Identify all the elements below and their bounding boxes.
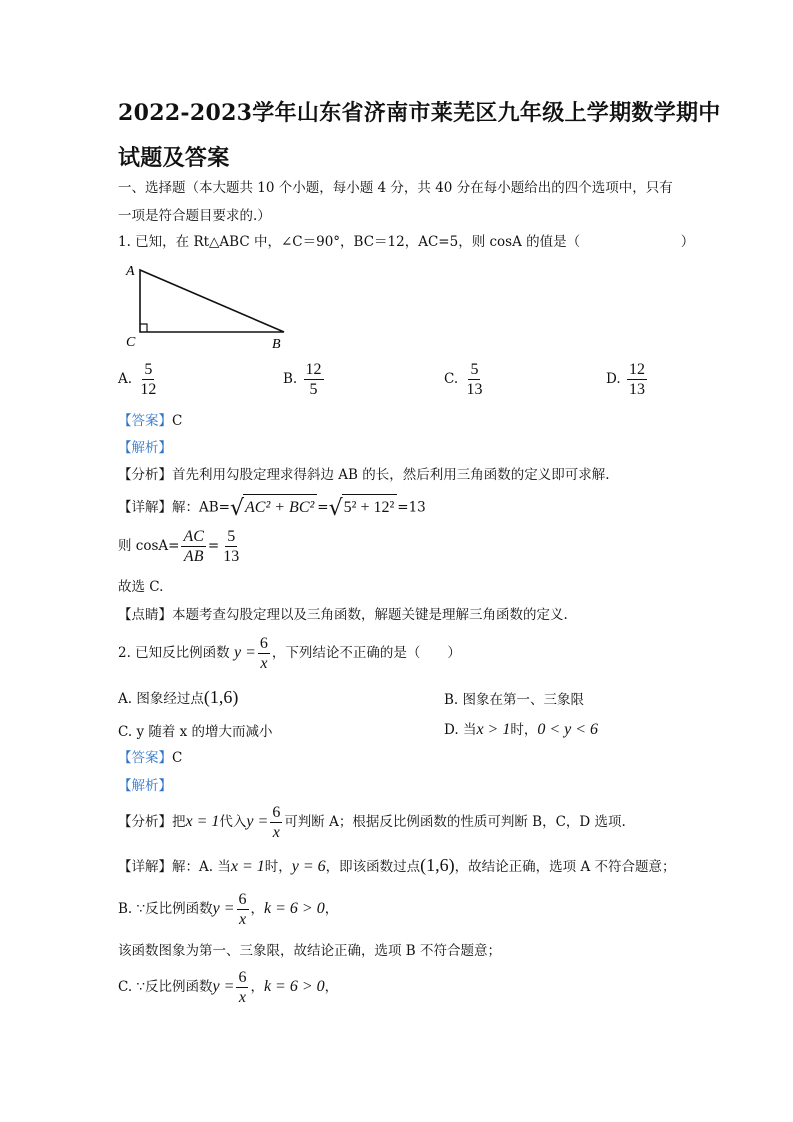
q1-comment — [118, 606, 568, 624]
answer-tag: 【答案】 — [118, 413, 172, 429]
c-end: ， — [324, 979, 339, 995]
q2-fenxi — [118, 803, 626, 842]
q2-option-a — [118, 687, 238, 708]
cos-fraction-value — [221, 527, 241, 566]
q1-choose: 故选 C. — [118, 579, 164, 595]
sqrt-radicand-1: AC² + BC² — [243, 494, 317, 521]
detail-text: ，即该函数过点 — [325, 859, 421, 875]
sqrt-expression-1: √AC² + BC² — [230, 494, 317, 522]
option-label: D. — [606, 371, 621, 387]
detail-tag: 【详解】 — [118, 499, 172, 516]
fraction-numerator: 6 — [272, 804, 281, 821]
b-prefix: B. ∵反比例函数 — [118, 901, 213, 917]
q1-detail — [118, 494, 426, 522]
q2-stem — [118, 634, 461, 673]
option-label: D. — [444, 722, 459, 738]
option-text: 当 — [462, 722, 477, 738]
q2-option-b — [444, 688, 584, 708]
c-y-equals: y = — [212, 978, 235, 995]
sqrt-expression-2: √5² + 12² — [329, 494, 398, 522]
detail-prefix: 解：AB= — [172, 499, 230, 516]
c-comma: ， — [250, 979, 264, 995]
q2-stem-suffix: ，下列结论不正确的是（ ） — [271, 645, 461, 661]
comment-tag: 【点睛】 — [118, 607, 172, 623]
fraction-numerator: 5 — [227, 528, 236, 545]
doc-title-line1: 2022-2023学年山东省济南市莱芜区九年级上学期数学期中 — [118, 100, 721, 126]
fraction-numerator: 5 — [144, 361, 153, 378]
option-text: y 随着 x 的增大而减小 — [136, 724, 273, 740]
detail-math: x = 1 — [230, 858, 265, 875]
fenxi-tag: 【分析】 — [118, 467, 172, 483]
fraction-denominator: 13 — [628, 381, 645, 398]
fraction-numerator: 5 — [470, 361, 479, 378]
q2-y-equals: y = — [233, 644, 256, 661]
detail-text: 时， — [264, 859, 292, 875]
option-label: A. — [118, 371, 133, 387]
fenxi-text: 首先利用勾股定理求得斜边 AB 的长，然后利用三角函数的定义即可求解. — [172, 467, 610, 483]
q1-stem — [118, 233, 694, 251]
q1-option-a — [118, 360, 160, 399]
option-fraction — [138, 360, 158, 399]
fraction-denominator: 5 — [309, 381, 318, 398]
option-label: B. — [283, 371, 298, 387]
q2-detail — [118, 856, 676, 876]
fenxi-tag: 【分析】 — [118, 814, 172, 830]
q2-option-d — [444, 718, 598, 739]
fraction-numerator: 6 — [238, 891, 247, 908]
section-instructions-line2: 一项是符合题目要求的.） — [118, 208, 271, 224]
option-label: C. — [118, 724, 133, 740]
detail-tag: 【详解】 — [118, 859, 172, 875]
q2-b-line — [118, 890, 338, 929]
fraction-denominator: AB — [183, 548, 204, 565]
answer-tag: 【答案】 — [118, 750, 172, 766]
fenxi-text: 可判断 A；根据反比例函数的性质可判断 B，C，D 选项. — [284, 814, 626, 830]
q1-cos-line — [118, 527, 243, 566]
vertex-a-label: A — [126, 264, 135, 279]
detail-math: y = 6 — [291, 858, 326, 875]
option-fraction — [304, 360, 324, 399]
q1-stem-text: 1. 已知，在 Rt△ABC 中，∠C＝90°，BC＝12，AC=5，则 cosA 的值是（ — [118, 234, 581, 250]
b-end: ， — [324, 901, 339, 917]
q2-option-c — [118, 720, 273, 740]
q2-answer — [118, 749, 182, 767]
right-triangle-figure — [120, 262, 290, 348]
analysis-tag: 【解析】 — [118, 778, 172, 794]
fraction-denominator: 12 — [140, 381, 157, 398]
vertex-b-label: B — [272, 337, 281, 348]
cos-prefix: 则 cosA= — [118, 538, 180, 554]
fraction-denominator: 13 — [466, 381, 483, 398]
option-label: B. — [444, 692, 459, 708]
fenxi-text: 把 — [172, 814, 186, 830]
sqrt-radicand-2: 5² + 12² — [342, 494, 398, 521]
b-y-equals: y = — [212, 900, 235, 917]
option-text: 图象在第一、三象限 — [462, 692, 585, 708]
option-math: 0 < y < 6 — [537, 721, 599, 738]
fraction-numerator: 6 — [238, 969, 247, 986]
fraction-denominator: 13 — [223, 548, 240, 565]
q1-option-b — [283, 360, 326, 399]
detail-result: =13 — [397, 499, 426, 516]
b-comma: ， — [250, 901, 264, 917]
option-fraction — [627, 360, 647, 399]
q2-stem-prefix: 2. 已知反比例函数 — [118, 645, 230, 661]
detail-equals: = — [317, 499, 329, 516]
answer-value: C — [172, 750, 183, 766]
triangle-shape — [140, 270, 284, 332]
fenxi-text: 代入 — [219, 814, 247, 830]
cos-fraction-ac-ab — [181, 527, 205, 566]
q1-option-c — [444, 360, 486, 399]
detail-text: 解：A. 当 — [172, 859, 231, 875]
q1-answer — [118, 412, 182, 430]
fenxi-fraction — [270, 803, 282, 842]
fraction-numerator: 12 — [628, 361, 645, 378]
c-k-expression: k = 6 > 0 — [263, 978, 325, 995]
fraction-numerator: AC — [183, 528, 204, 545]
c-fraction — [236, 968, 248, 1007]
fraction-denominator: x — [238, 989, 246, 1006]
fraction-denominator: x — [238, 911, 247, 928]
option-fraction — [464, 360, 484, 399]
q2-b-line2: 该函数图象为第一、三象限，故结论正确，选项 B 不符合题意； — [118, 943, 502, 959]
detail-text: ，故结论正确，选项 A 不符合题意； — [454, 859, 676, 875]
b-fraction — [237, 890, 249, 929]
right-angle-mark — [140, 324, 147, 332]
q2-analysis-tag — [118, 777, 172, 795]
detail-point: (1,6) — [420, 855, 455, 875]
c-prefix: C. ∵反比例函数 — [118, 979, 213, 995]
q1-fenxi — [118, 466, 610, 484]
fenxi-y-equals: y = — [246, 813, 269, 830]
fraction-denominator: x — [260, 655, 268, 672]
answer-value: C — [172, 413, 183, 429]
q2-function-fraction — [258, 634, 270, 673]
section-instructions-line1: 一、选择题（本大题共 10 个小题，每小题 4 分，共 40 分在每小题给出的四个选项中，只有 — [118, 180, 673, 196]
vertex-c-label: C — [126, 335, 136, 348]
q1-option-d — [606, 360, 649, 399]
q1-analysis-tag — [118, 439, 172, 457]
q1-paren-close: ） — [680, 234, 695, 250]
option-label: C. — [444, 371, 459, 387]
option-point: (1,6) — [203, 687, 239, 707]
comment-text: 本题考查勾股定理以及三角函数，解题关键是理解三角函数的定义. — [172, 607, 568, 623]
b-k-expression: k = 6 > 0 — [264, 900, 325, 917]
option-label: A. — [118, 691, 133, 707]
fenxi-math: x = 1 — [185, 813, 220, 830]
cos-equals: = — [207, 538, 220, 554]
q2-c-line — [118, 968, 338, 1007]
fraction-numerator: 6 — [259, 635, 268, 652]
option-text: 时， — [510, 722, 538, 738]
doc-title-line2: 试题及答案 — [118, 145, 230, 171]
option-text: 图象经过点 — [136, 691, 204, 707]
fraction-denominator: x — [272, 824, 280, 841]
analysis-tag: 【解析】 — [118, 440, 172, 456]
fraction-numerator: 12 — [305, 361, 322, 378]
option-math: x > 1 — [476, 721, 511, 738]
